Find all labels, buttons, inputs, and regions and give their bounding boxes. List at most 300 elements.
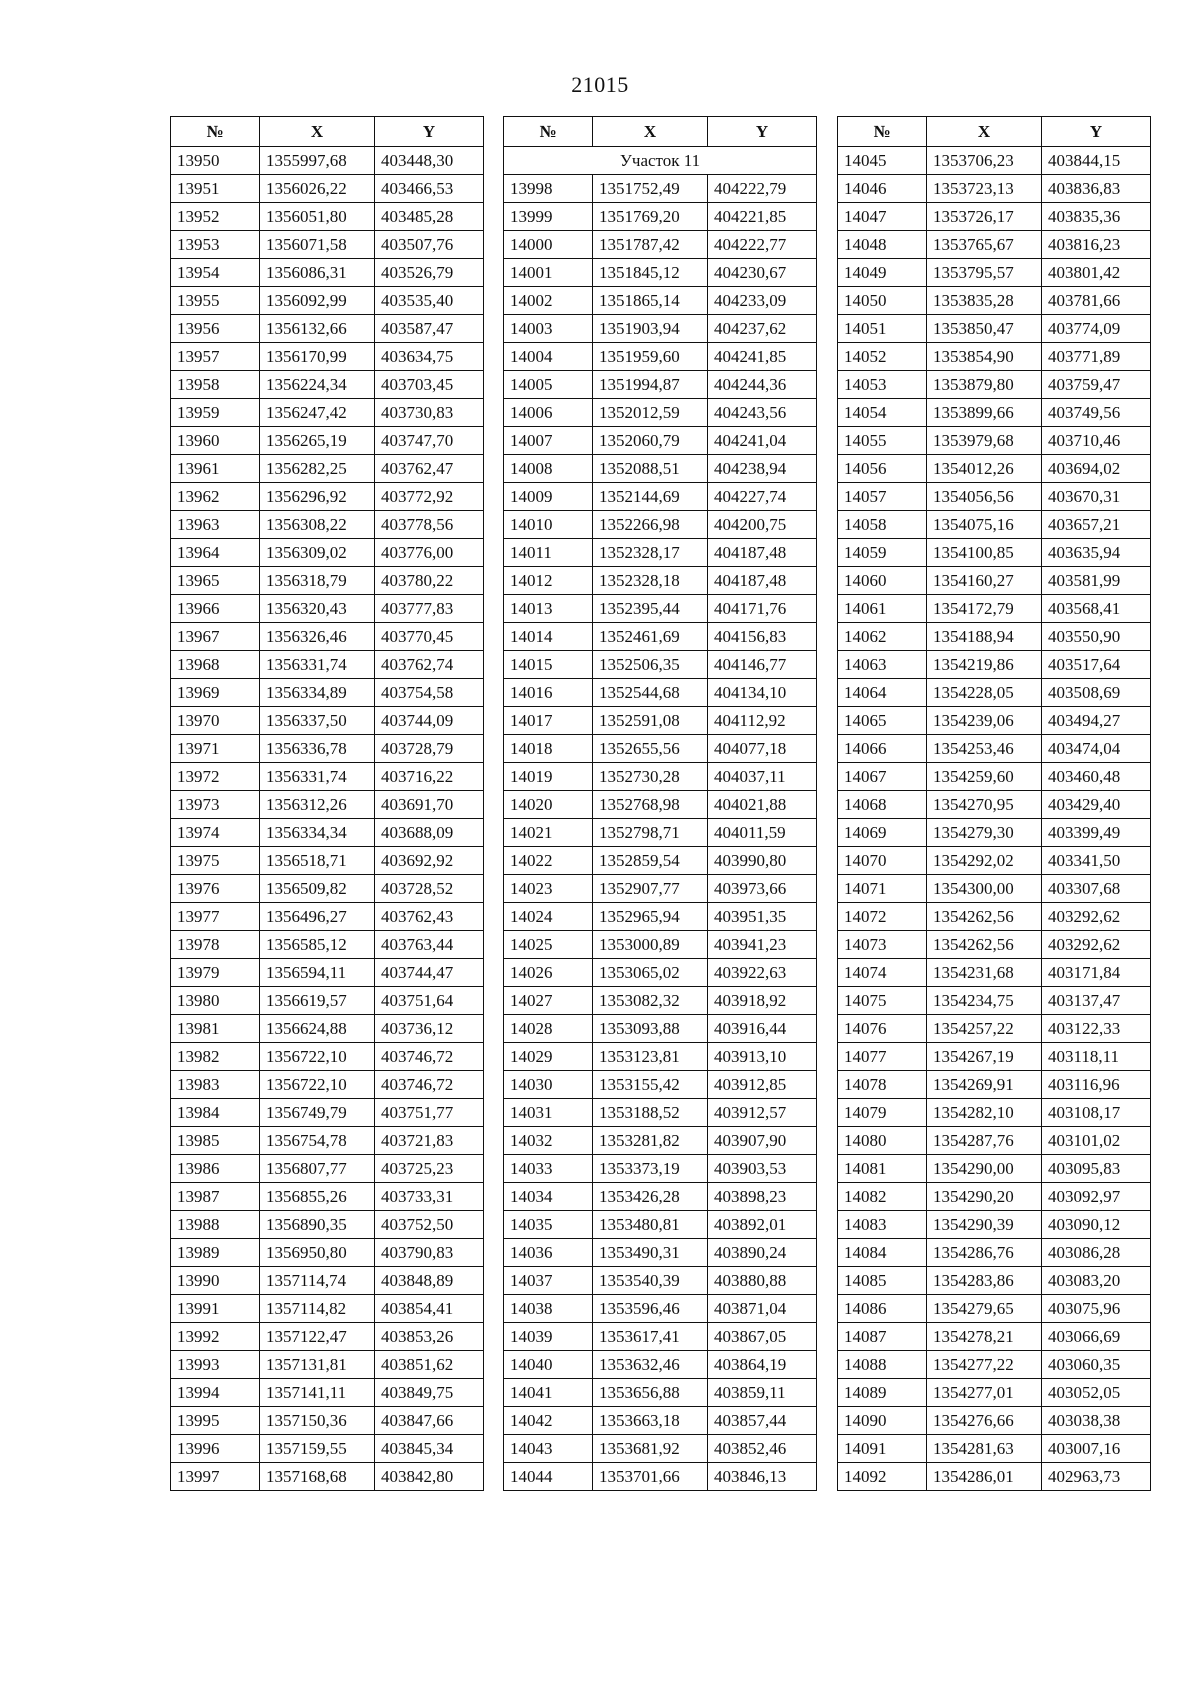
point-number-cell: 14048 <box>838 231 927 259</box>
x-coordinate-cell: 1356071,58 <box>260 231 375 259</box>
x-coordinate-cell: 1355997,68 <box>260 147 375 175</box>
y-coordinate-cell: 403092,97 <box>1042 1183 1151 1211</box>
point-number-cell: 13962 <box>171 483 260 511</box>
point-number-cell: 14023 <box>504 875 593 903</box>
y-coordinate-cell: 403060,35 <box>1042 1351 1151 1379</box>
point-number-cell: 14046 <box>838 175 927 203</box>
x-coordinate-cell: 1357114,82 <box>260 1295 375 1323</box>
y-coordinate-cell: 402963,73 <box>1042 1463 1151 1491</box>
point-number-cell: 14015 <box>504 651 593 679</box>
point-number-cell: 14034 <box>504 1183 593 1211</box>
y-coordinate-cell: 403835,36 <box>1042 203 1151 231</box>
point-number-cell: 13963 <box>171 511 260 539</box>
table-row <box>171 231 484 259</box>
table-row <box>171 987 484 1015</box>
y-coordinate-cell: 403703,45 <box>375 371 484 399</box>
point-number-cell: 13991 <box>171 1295 260 1323</box>
point-number-cell: 13986 <box>171 1155 260 1183</box>
y-coordinate-cell: 403307,68 <box>1042 875 1151 903</box>
point-number-cell: 14078 <box>838 1071 927 1099</box>
x-coordinate-cell: 1354270,95 <box>927 791 1042 819</box>
table-row <box>171 623 484 651</box>
x-coordinate-cell: 1351769,20 <box>593 203 708 231</box>
point-number-cell: 14079 <box>838 1099 927 1127</box>
x-coordinate-cell: 1352859,54 <box>593 847 708 875</box>
point-number-cell: 14007 <box>504 427 593 455</box>
table-row <box>504 959 817 987</box>
x-coordinate-cell: 1356754,78 <box>260 1127 375 1155</box>
x-coordinate-cell: 1352328,18 <box>593 567 708 595</box>
y-coordinate-cell: 403137,47 <box>1042 987 1151 1015</box>
x-coordinate-cell: 1356132,66 <box>260 315 375 343</box>
table-row <box>171 315 484 343</box>
y-coordinate-cell: 403774,09 <box>1042 315 1151 343</box>
y-coordinate-cell: 403912,85 <box>708 1071 817 1099</box>
y-coordinate-cell: 403973,66 <box>708 875 817 903</box>
point-number-cell: 14057 <box>838 483 927 511</box>
table-row <box>504 1407 817 1435</box>
x-coordinate-cell: 1354286,76 <box>927 1239 1042 1267</box>
y-coordinate-cell: 403635,94 <box>1042 539 1151 567</box>
point-number-cell: 14061 <box>838 595 927 623</box>
y-coordinate-cell: 404146,77 <box>708 651 817 679</box>
table-row <box>171 1379 484 1407</box>
y-coordinate-cell: 404243,56 <box>708 399 817 427</box>
y-coordinate-cell: 403844,15 <box>1042 147 1151 175</box>
point-number-cell: 13953 <box>171 231 260 259</box>
table-row <box>504 1379 817 1407</box>
x-coordinate-cell: 1353373,19 <box>593 1155 708 1183</box>
y-coordinate-cell: 403903,53 <box>708 1155 817 1183</box>
point-number-cell: 13985 <box>171 1127 260 1155</box>
table-row <box>171 819 484 847</box>
x-coordinate-cell: 1354290,00 <box>927 1155 1042 1183</box>
table-row <box>504 1015 817 1043</box>
x-coordinate-cell: 1356509,82 <box>260 875 375 903</box>
x-coordinate-cell: 1354279,65 <box>927 1295 1042 1323</box>
point-number-cell: 14021 <box>504 819 593 847</box>
y-coordinate-cell: 403990,80 <box>708 847 817 875</box>
x-coordinate-cell: 1354300,00 <box>927 875 1042 903</box>
table-row <box>171 483 484 511</box>
table-row <box>171 903 484 931</box>
point-number-cell: 14081 <box>838 1155 927 1183</box>
header-y: Y <box>1042 117 1151 147</box>
table-row <box>838 483 1151 511</box>
point-number-cell: 14028 <box>504 1015 593 1043</box>
y-coordinate-cell: 403907,90 <box>708 1127 817 1155</box>
x-coordinate-cell: 1356265,19 <box>260 427 375 455</box>
table-row <box>504 1435 817 1463</box>
table-row <box>504 791 817 819</box>
table-row <box>171 371 484 399</box>
y-coordinate-cell: 403857,44 <box>708 1407 817 1435</box>
point-number-cell: 14017 <box>504 707 593 735</box>
table-row <box>504 1295 817 1323</box>
table-row <box>838 623 1151 651</box>
table-row <box>171 679 484 707</box>
table-row <box>838 1183 1151 1211</box>
table-row <box>838 1295 1151 1323</box>
x-coordinate-cell: 1351845,12 <box>593 259 708 287</box>
table-row <box>838 1239 1151 1267</box>
table-row <box>838 903 1151 931</box>
y-coordinate-cell: 403749,56 <box>1042 399 1151 427</box>
x-coordinate-cell: 1356320,43 <box>260 595 375 623</box>
y-coordinate-cell: 403535,40 <box>375 287 484 315</box>
point-number-cell: 13987 <box>171 1183 260 1211</box>
table-row <box>504 455 817 483</box>
table-row <box>504 1323 817 1351</box>
x-coordinate-cell: 1356496,27 <box>260 903 375 931</box>
x-coordinate-cell: 1354160,27 <box>927 567 1042 595</box>
point-number-cell: 13952 <box>171 203 260 231</box>
point-number-cell: 14087 <box>838 1323 927 1351</box>
table-row <box>504 1043 817 1071</box>
x-coordinate-cell: 1352655,56 <box>593 735 708 763</box>
y-coordinate-cell: 403399,49 <box>1042 819 1151 847</box>
x-coordinate-cell: 1353899,66 <box>927 399 1042 427</box>
point-number-cell: 14031 <box>504 1099 593 1127</box>
y-coordinate-cell: 404244,36 <box>708 371 817 399</box>
table-row <box>171 1015 484 1043</box>
point-number-cell: 14014 <box>504 623 593 651</box>
y-coordinate-cell: 403526,79 <box>375 259 484 287</box>
table-row <box>504 315 817 343</box>
point-number-cell: 13995 <box>171 1407 260 1435</box>
y-coordinate-cell: 403587,47 <box>375 315 484 343</box>
point-number-cell: 14092 <box>838 1463 927 1491</box>
x-coordinate-cell: 1354228,05 <box>927 679 1042 707</box>
point-number-cell: 13977 <box>171 903 260 931</box>
y-coordinate-cell: 403086,28 <box>1042 1239 1151 1267</box>
point-number-cell: 14025 <box>504 931 593 959</box>
point-number-cell: 13990 <box>171 1267 260 1295</box>
point-number-cell: 14043 <box>504 1435 593 1463</box>
y-coordinate-cell: 404237,62 <box>708 315 817 343</box>
x-coordinate-cell: 1352965,94 <box>593 903 708 931</box>
point-number-cell: 14085 <box>838 1267 927 1295</box>
y-coordinate-cell: 403751,77 <box>375 1099 484 1127</box>
point-number-cell: 13979 <box>171 959 260 987</box>
y-coordinate-cell: 403846,13 <box>708 1463 817 1491</box>
header-y: Y <box>375 117 484 147</box>
y-coordinate-cell: 403922,63 <box>708 959 817 987</box>
point-number-cell: 14019 <box>504 763 593 791</box>
table-row <box>838 1043 1151 1071</box>
table-row <box>838 1127 1151 1155</box>
point-number-cell: 14040 <box>504 1351 593 1379</box>
point-number-cell: 14000 <box>504 231 593 259</box>
table-row <box>838 595 1151 623</box>
x-coordinate-cell: 1352060,79 <box>593 427 708 455</box>
point-number-cell: 13972 <box>171 763 260 791</box>
table-row <box>504 1239 817 1267</box>
point-number-cell: 14066 <box>838 735 927 763</box>
point-number-cell: 14070 <box>838 847 927 875</box>
y-coordinate-cell: 403747,70 <box>375 427 484 455</box>
x-coordinate-cell: 1353155,42 <box>593 1071 708 1099</box>
table-row <box>171 959 484 987</box>
point-number-cell: 14029 <box>504 1043 593 1071</box>
x-coordinate-cell: 1357131,81 <box>260 1351 375 1379</box>
x-coordinate-cell: 1356170,99 <box>260 343 375 371</box>
y-coordinate-cell: 403292,62 <box>1042 903 1151 931</box>
x-coordinate-cell: 1353188,52 <box>593 1099 708 1127</box>
table-header-row <box>838 117 1151 147</box>
point-number-cell: 13996 <box>171 1435 260 1463</box>
table-row <box>504 175 817 203</box>
x-coordinate-cell: 1354279,30 <box>927 819 1042 847</box>
point-number-cell: 14013 <box>504 595 593 623</box>
x-coordinate-cell: 1356296,92 <box>260 483 375 511</box>
point-number-cell: 14036 <box>504 1239 593 1267</box>
point-number-cell: 14022 <box>504 847 593 875</box>
y-coordinate-cell: 403052,05 <box>1042 1379 1151 1407</box>
x-coordinate-cell: 1354287,76 <box>927 1127 1042 1155</box>
point-number-cell: 14003 <box>504 315 593 343</box>
table-row <box>838 371 1151 399</box>
x-coordinate-cell: 1353617,41 <box>593 1323 708 1351</box>
y-coordinate-cell: 404112,92 <box>708 707 817 735</box>
table-row <box>838 315 1151 343</box>
table-row <box>504 875 817 903</box>
table-row <box>838 511 1151 539</box>
x-coordinate-cell: 1352328,17 <box>593 539 708 567</box>
y-coordinate-cell: 403517,64 <box>1042 651 1151 679</box>
x-coordinate-cell: 1356336,78 <box>260 735 375 763</box>
x-coordinate-cell: 1356594,11 <box>260 959 375 987</box>
x-coordinate-cell: 1353835,28 <box>927 287 1042 315</box>
table-row <box>504 287 817 315</box>
table-row <box>171 567 484 595</box>
table-row <box>838 1099 1151 1127</box>
table-row <box>838 1155 1151 1183</box>
y-coordinate-cell: 403913,10 <box>708 1043 817 1071</box>
y-coordinate-cell: 403746,72 <box>375 1043 484 1071</box>
y-coordinate-cell: 403778,56 <box>375 511 484 539</box>
x-coordinate-cell: 1352907,77 <box>593 875 708 903</box>
table-row <box>171 343 484 371</box>
x-coordinate-cell: 1352461,69 <box>593 623 708 651</box>
x-coordinate-cell: 1356326,46 <box>260 623 375 651</box>
x-coordinate-cell: 1353596,46 <box>593 1295 708 1323</box>
table-row <box>171 1351 484 1379</box>
point-number-cell: 14010 <box>504 511 593 539</box>
point-number-cell: 14056 <box>838 455 927 483</box>
y-coordinate-cell: 403852,46 <box>708 1435 817 1463</box>
point-number-cell: 14053 <box>838 371 927 399</box>
y-coordinate-cell: 403859,11 <box>708 1379 817 1407</box>
point-number-cell: 14082 <box>838 1183 927 1211</box>
point-number-cell: 14052 <box>838 343 927 371</box>
y-coordinate-cell: 403916,44 <box>708 1015 817 1043</box>
x-coordinate-cell: 1354075,16 <box>927 511 1042 539</box>
table-row <box>504 1099 817 1127</box>
point-number-cell: 13950 <box>171 147 260 175</box>
table-row <box>504 1267 817 1295</box>
y-coordinate-cell: 403494,27 <box>1042 707 1151 735</box>
y-coordinate-cell: 404241,04 <box>708 427 817 455</box>
point-number-cell: 13998 <box>504 175 593 203</box>
table-row <box>171 707 484 735</box>
point-number-cell: 14072 <box>838 903 927 931</box>
x-coordinate-cell: 1354234,75 <box>927 987 1042 1015</box>
x-coordinate-cell: 1356337,50 <box>260 707 375 735</box>
table-row <box>171 1407 484 1435</box>
y-coordinate-cell: 403892,01 <box>708 1211 817 1239</box>
point-number-cell: 14075 <box>838 987 927 1015</box>
x-coordinate-cell: 1353540,39 <box>593 1267 708 1295</box>
table-row <box>838 399 1151 427</box>
y-coordinate-cell: 404222,79 <box>708 175 817 203</box>
x-coordinate-cell: 1354257,22 <box>927 1015 1042 1043</box>
table-row <box>171 1239 484 1267</box>
x-coordinate-cell: 1356026,22 <box>260 175 375 203</box>
point-number-cell: 13978 <box>171 931 260 959</box>
y-coordinate-cell: 403466,53 <box>375 175 484 203</box>
point-number-cell: 14047 <box>838 203 927 231</box>
y-coordinate-cell: 404011,59 <box>708 819 817 847</box>
y-coordinate-cell: 403871,04 <box>708 1295 817 1323</box>
y-coordinate-cell: 403736,12 <box>375 1015 484 1043</box>
table-row <box>838 763 1151 791</box>
table-row <box>838 427 1151 455</box>
x-coordinate-cell: 1352088,51 <box>593 455 708 483</box>
point-number-cell: 14060 <box>838 567 927 595</box>
x-coordinate-cell: 1353480,81 <box>593 1211 708 1239</box>
point-number-cell: 14084 <box>838 1239 927 1267</box>
point-number-cell: 13965 <box>171 567 260 595</box>
table-row <box>171 1071 484 1099</box>
x-coordinate-cell: 1356051,80 <box>260 203 375 231</box>
x-coordinate-cell: 1356308,22 <box>260 511 375 539</box>
y-coordinate-cell: 403851,62 <box>375 1351 484 1379</box>
x-coordinate-cell: 1354239,06 <box>927 707 1042 735</box>
y-coordinate-cell: 403657,21 <box>1042 511 1151 539</box>
y-coordinate-cell: 403848,89 <box>375 1267 484 1295</box>
y-coordinate-cell: 403292,62 <box>1042 931 1151 959</box>
x-coordinate-cell: 1352798,71 <box>593 819 708 847</box>
y-coordinate-cell: 403710,46 <box>1042 427 1151 455</box>
table-row <box>504 343 817 371</box>
table-row <box>838 651 1151 679</box>
point-number-cell: 13969 <box>171 679 260 707</box>
point-number-cell: 13955 <box>171 287 260 315</box>
point-number-cell: 14083 <box>838 1211 927 1239</box>
x-coordinate-cell: 1351959,60 <box>593 343 708 371</box>
x-coordinate-cell: 1354262,56 <box>927 931 1042 959</box>
point-number-cell: 14069 <box>838 819 927 847</box>
table-row <box>171 1295 484 1323</box>
y-coordinate-cell: 403770,45 <box>375 623 484 651</box>
page-number: 21015 <box>571 72 629 97</box>
y-coordinate-cell: 403485,28 <box>375 203 484 231</box>
x-coordinate-cell: 1354278,21 <box>927 1323 1042 1351</box>
x-coordinate-cell: 1353281,82 <box>593 1127 708 1155</box>
x-coordinate-cell: 1356331,74 <box>260 763 375 791</box>
y-coordinate-cell: 404037,11 <box>708 763 817 791</box>
x-coordinate-cell: 1354292,02 <box>927 847 1042 875</box>
x-coordinate-cell: 1354231,68 <box>927 959 1042 987</box>
table-row <box>838 287 1151 315</box>
x-coordinate-cell: 1356247,42 <box>260 399 375 427</box>
table-row <box>838 175 1151 203</box>
y-coordinate-cell: 403918,92 <box>708 987 817 1015</box>
y-coordinate-cell: 403725,23 <box>375 1155 484 1183</box>
x-coordinate-cell: 1354290,39 <box>927 1211 1042 1239</box>
coordinates-table-right <box>837 116 1151 1491</box>
table-row <box>171 203 484 231</box>
table-row <box>838 231 1151 259</box>
point-number-cell: 14065 <box>838 707 927 735</box>
point-number-cell: 14016 <box>504 679 593 707</box>
x-coordinate-cell: 1356749,79 <box>260 1099 375 1127</box>
point-number-cell: 14033 <box>504 1155 593 1183</box>
y-coordinate-cell: 403568,41 <box>1042 595 1151 623</box>
point-number-cell: 14091 <box>838 1435 927 1463</box>
x-coordinate-cell: 1351752,49 <box>593 175 708 203</box>
x-coordinate-cell: 1353426,28 <box>593 1183 708 1211</box>
y-coordinate-cell: 403752,50 <box>375 1211 484 1239</box>
y-coordinate-cell: 404171,76 <box>708 595 817 623</box>
point-number-cell: 13973 <box>171 791 260 819</box>
point-number-cell: 14004 <box>504 343 593 371</box>
table-row <box>504 819 817 847</box>
point-number-cell: 14042 <box>504 1407 593 1435</box>
point-number-cell: 14018 <box>504 735 593 763</box>
x-coordinate-cell: 1353979,68 <box>927 427 1042 455</box>
table-row <box>504 511 817 539</box>
x-coordinate-cell: 1354281,63 <box>927 1435 1042 1463</box>
point-number-cell: 14035 <box>504 1211 593 1239</box>
x-coordinate-cell: 1353000,89 <box>593 931 708 959</box>
point-number-cell: 14011 <box>504 539 593 567</box>
point-number-cell: 14062 <box>838 623 927 651</box>
table-row <box>838 987 1151 1015</box>
x-coordinate-cell: 1356807,77 <box>260 1155 375 1183</box>
table-row <box>171 539 484 567</box>
y-coordinate-cell: 404238,94 <box>708 455 817 483</box>
table-row <box>171 1043 484 1071</box>
x-coordinate-cell: 1353656,88 <box>593 1379 708 1407</box>
x-coordinate-cell: 1353663,18 <box>593 1407 708 1435</box>
y-coordinate-cell: 403550,90 <box>1042 623 1151 651</box>
table-row <box>504 567 817 595</box>
point-number-cell: 13988 <box>171 1211 260 1239</box>
point-number-cell: 14073 <box>838 931 927 959</box>
y-coordinate-cell: 403460,48 <box>1042 763 1151 791</box>
point-number-cell: 14044 <box>504 1463 593 1491</box>
x-coordinate-cell: 1356855,26 <box>260 1183 375 1211</box>
y-coordinate-cell: 403777,83 <box>375 595 484 623</box>
y-coordinate-cell: 403716,22 <box>375 763 484 791</box>
y-coordinate-cell: 403762,74 <box>375 651 484 679</box>
x-coordinate-cell: 1353123,81 <box>593 1043 708 1071</box>
point-number-cell: 14074 <box>838 959 927 987</box>
y-coordinate-cell: 403733,31 <box>375 1183 484 1211</box>
y-coordinate-cell: 403771,89 <box>1042 343 1151 371</box>
x-coordinate-cell: 1357114,74 <box>260 1267 375 1295</box>
x-coordinate-cell: 1353795,57 <box>927 259 1042 287</box>
point-number-cell: 13966 <box>171 595 260 623</box>
table-row <box>838 1071 1151 1099</box>
x-coordinate-cell: 1353701,66 <box>593 1463 708 1491</box>
y-coordinate-cell: 403880,88 <box>708 1267 817 1295</box>
table-row <box>504 259 817 287</box>
point-number-cell: 14049 <box>838 259 927 287</box>
table-row <box>838 735 1151 763</box>
